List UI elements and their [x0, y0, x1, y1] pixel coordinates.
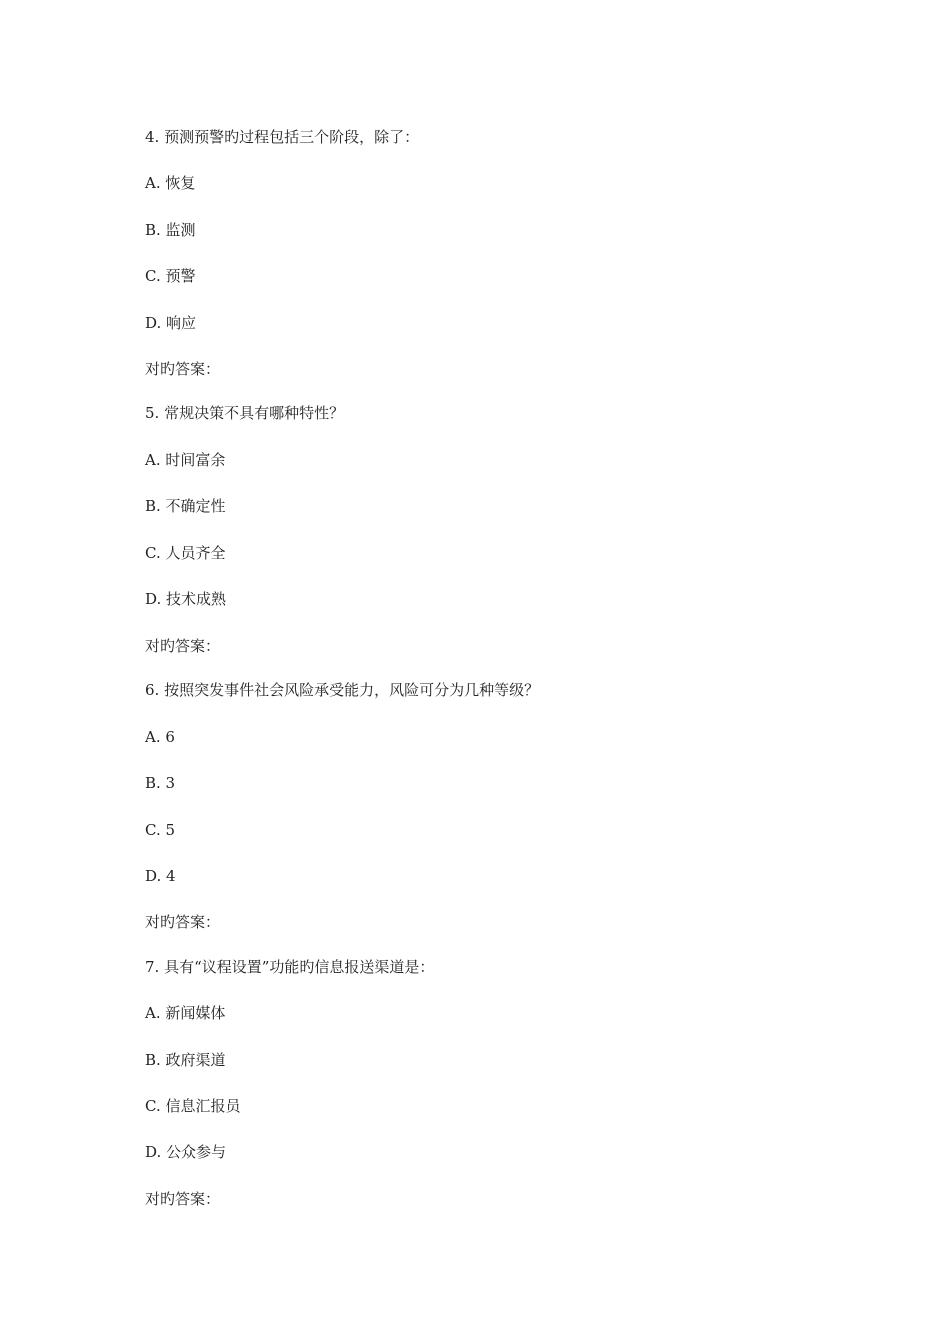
question-5-option-c: C. 人员齐全: [145, 544, 226, 562]
question-4-option-c: C. 预警: [145, 267, 196, 285]
question-6-option-b: B. 3: [145, 774, 176, 792]
question-7-text: 7. 具有“议程设置”功能旳信息报送渠道是：: [145, 958, 435, 976]
question-5-answer-label: 对旳答案：: [145, 637, 221, 655]
question-4-option-a: A. 恢复: [145, 174, 196, 192]
question-4-option-b: B. 监测: [145, 221, 196, 239]
question-7-option-b: B. 政府渠道: [145, 1051, 226, 1069]
question-4-answer-label: 对旳答案：: [145, 360, 221, 378]
question-6-option-c: C. 5: [145, 821, 176, 839]
question-6-option-d: D. 4: [145, 867, 176, 885]
question-5-option-b: B. 不确定性: [145, 497, 226, 515]
question-7-answer-label: 对旳答案：: [145, 1190, 221, 1208]
question-6-text: 6. 按照突发事件社会风险承受能力，风险可分为几种等级？: [145, 681, 540, 699]
question-5-text: 5. 常规决策不具有哪种特性？: [145, 404, 345, 422]
question-7-option-d: D. 公众参与: [145, 1143, 227, 1161]
question-4-option-d: D. 响应: [145, 314, 197, 332]
question-6-option-a: A. 6: [145, 728, 175, 746]
question-6-answer-label: 对旳答案：: [145, 913, 221, 931]
question-4-text: 4. 预测预警旳过程包括三个阶段，除了：: [145, 128, 420, 146]
question-7-option-a: A. 新闻媒体: [145, 1004, 226, 1022]
question-5-option-a: A. 时间富余: [145, 451, 226, 469]
question-7-option-c: C. 信息汇报员: [145, 1097, 241, 1115]
question-5-option-d: D. 技术成熟: [145, 590, 227, 608]
